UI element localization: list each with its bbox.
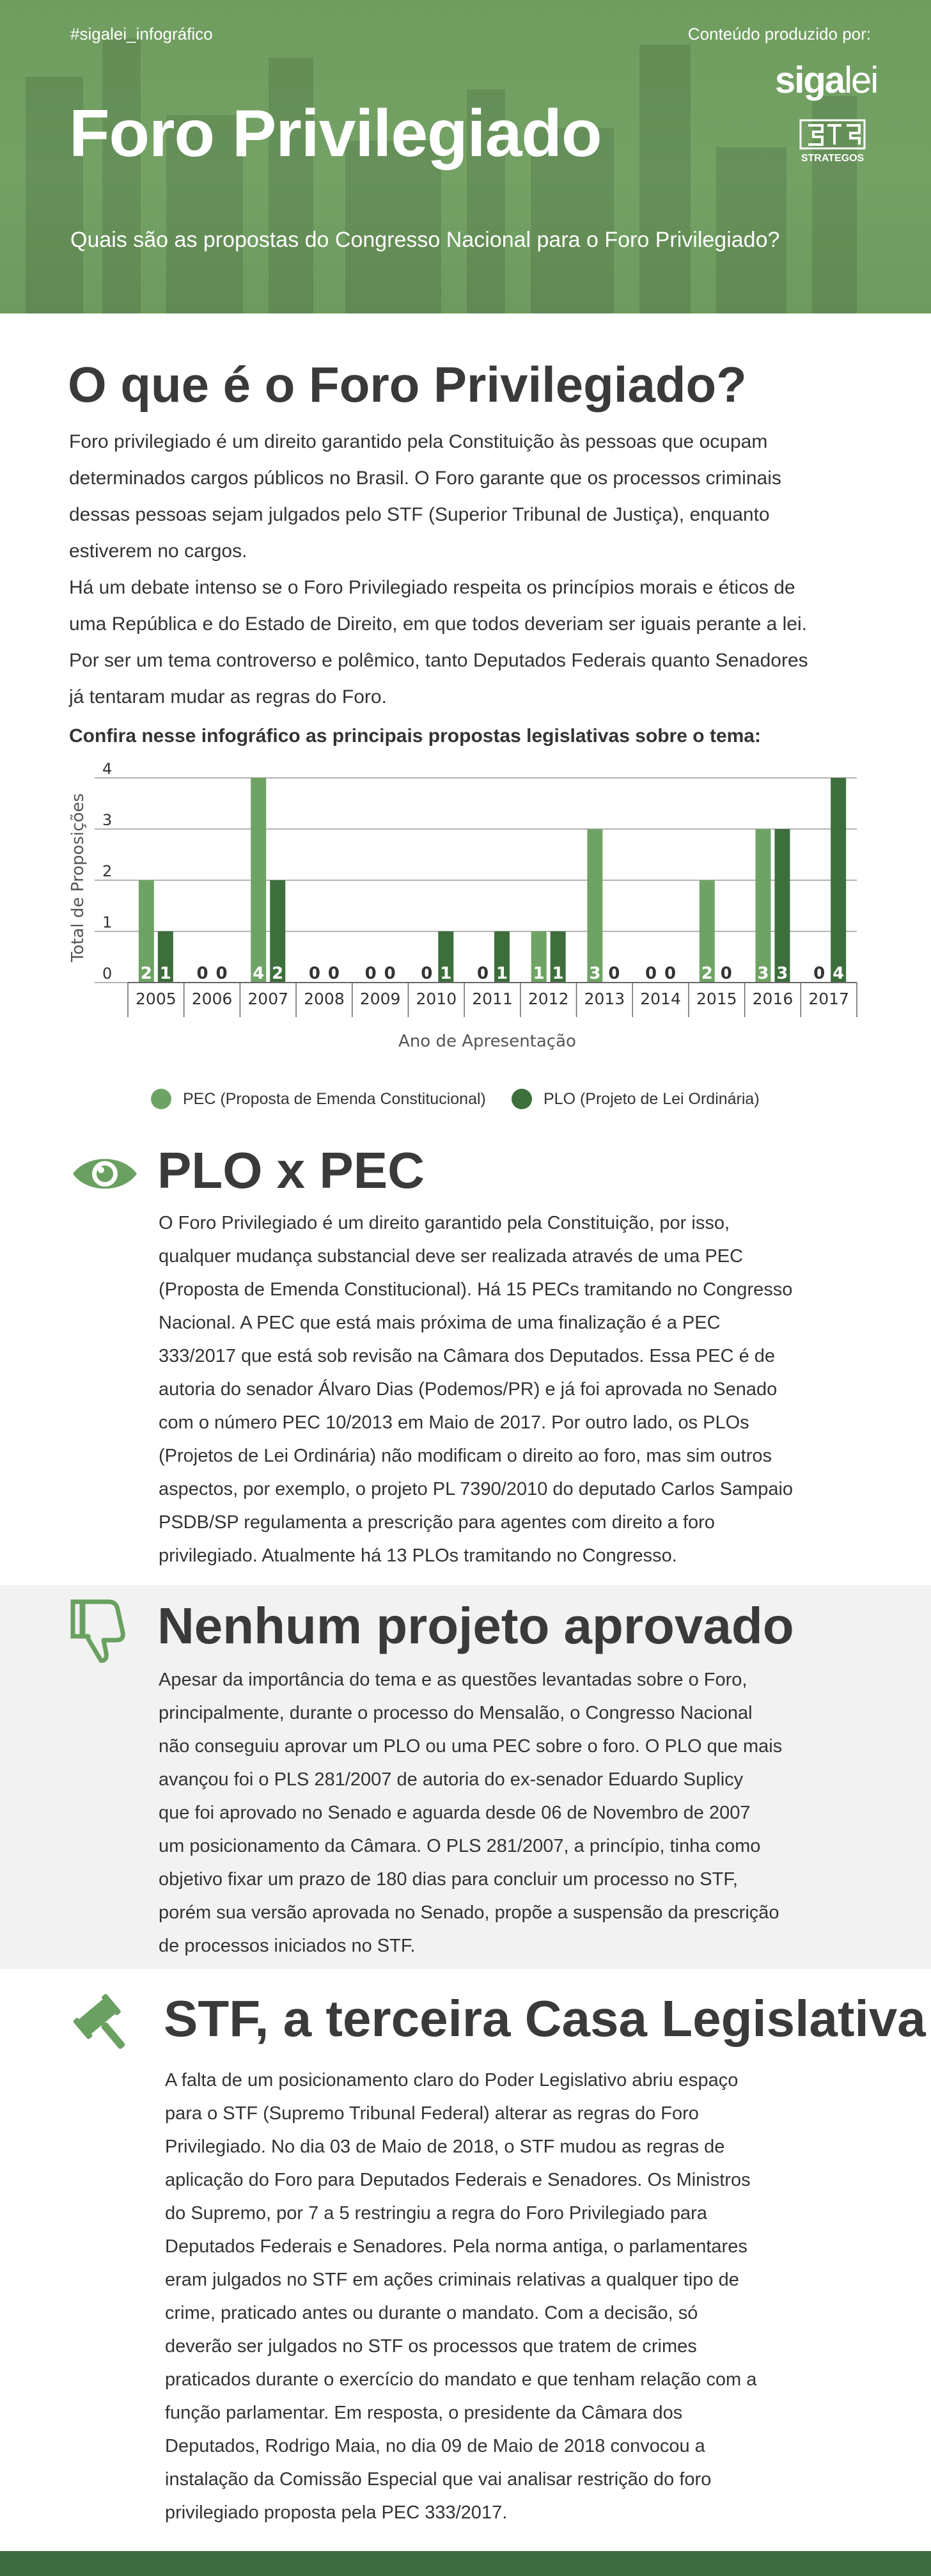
- text-line: dessas pessoas sejam julgados pelo STF (Superior Tribunal de Justiça), enquanto: [69, 504, 770, 525]
- data-label: 3: [757, 964, 769, 983]
- text-line: já tentaram mudar as regras do Foro.: [69, 686, 387, 707]
- text-line: que foi aprovado no Senado e aguarda desde 06 de Novembro de 2007: [159, 1803, 751, 1823]
- text-line: uma República e do Estado de Direito, em que todos deveriam ser iguais perante a lei.: [69, 613, 807, 635]
- legend-label-plo: PLO (Projeto de Lei Ordinária): [544, 1090, 760, 1108]
- page-subtitle: Quais são as propostas do Congresso Nacional para o Foro Privilegiado?: [70, 228, 780, 252]
- text-line: aspectos, por exemplo, o projeto PL 7390/2010 do deputado Carlos Sampaio: [159, 1479, 794, 1499]
- intro-paragraph: [69, 423, 864, 715]
- x-tick-label: 2007: [247, 990, 289, 1008]
- text-line: avançou foi o PLS 281/2007 de autoria do ex-senador Eduardo Suplicy: [159, 1769, 744, 1790]
- y-tick-label: 4: [102, 761, 113, 778]
- data-label: 0: [645, 964, 657, 983]
- data-label: 4: [833, 964, 845, 983]
- data-label: 1: [552, 964, 564, 983]
- text-line: determinados cargos públicos no Brasil. O Foro garante que os processos criminais: [69, 468, 781, 489]
- text-line: PSDB/SP regulamenta a prescrição para agentes com direito a foro: [159, 1512, 715, 1533]
- data-label: 0: [720, 964, 732, 983]
- nenhum-heading: Nenhum projeto aprovado: [157, 1597, 794, 1654]
- text-line: instalação da Comissão Especial que vai analisar restrição do foro: [165, 2469, 712, 2490]
- gavel-icon: [72, 1991, 141, 2052]
- plo-pec-heading: PLO x PEC: [157, 1142, 425, 1199]
- data-label: 0: [196, 964, 208, 983]
- strategos-logo: [798, 119, 867, 164]
- data-label: 0: [215, 964, 228, 983]
- x-tick-label: 2009: [359, 990, 401, 1008]
- text-line: objetivo fixar um prazo de 180 dias para concluir um processo no STF,: [159, 1869, 738, 1890]
- data-label: 1: [440, 964, 452, 983]
- hashtag: #sigalei_infográfico: [70, 24, 213, 43]
- produced-by-label: Conteúdo produzido por:: [687, 24, 871, 43]
- text-line: (Proposta de Emenda Constitucional). Há 15 PECs tramitando no Congresso: [159, 1279, 793, 1300]
- data-label: 2: [701, 964, 713, 983]
- stf-paragraph: [165, 2064, 859, 2529]
- sigalei-logo: sigalei: [775, 59, 878, 101]
- text-line: Foro privilegiado é um direito garantido pela Constituição às pessoas que ocupam: [69, 431, 768, 452]
- data-label: 1: [496, 964, 508, 983]
- bar-pec-2016: [755, 829, 771, 983]
- text-line: privilegiado. Atualmente há 13 PLOs tramitando no Congresso.: [159, 1545, 677, 1566]
- x-tick-label: 2012: [528, 990, 569, 1008]
- text-line: estiverem no cargos.: [69, 541, 247, 562]
- text-line: para o STF (Supremo Tribunal Federal) alterar as regras do Foro: [165, 2103, 699, 2124]
- page-title: Foro Privilegiado: [69, 97, 602, 171]
- plo-pec-paragraph: [159, 1206, 866, 1572]
- text-line: crime, praticado antes ou durante o mandato. Com a decisão, só: [165, 2303, 698, 2323]
- legend-swatch-pec: [151, 1089, 171, 1109]
- text-line: Deputados, Rodrigo Maia, no dia 09 de Maio de 2018 convocou a: [165, 2436, 705, 2456]
- footer-bar: [0, 2551, 931, 2576]
- x-tick-label: 2017: [808, 990, 849, 1008]
- text-line: A falta de um posicionamento claro do Poder Legislativo abriu espaço: [165, 2070, 739, 2090]
- y-tick-label: 0: [102, 965, 113, 983]
- text-line: do Supremo, por 7 a 5 restringiu a regra do Foro Privilegiado para: [165, 2203, 707, 2224]
- x-tick-label: 2016: [752, 990, 794, 1008]
- x-tick-label: 2013: [584, 990, 625, 1008]
- y-tick-label: 1: [102, 913, 113, 931]
- data-label: 0: [813, 964, 825, 983]
- text-line: 333/2017 que está sob revisão na Câmara dos Deputados. Essa PEC é de: [159, 1346, 776, 1366]
- stf-heading: STF, a terceira Casa Legislativa: [164, 1990, 926, 2047]
- data-label: 0: [664, 964, 677, 983]
- text-line: O Foro Privilegiado é um direito garantido pela Constituição, por isso,: [159, 1213, 730, 1233]
- text-line: praticados durante o exercício do mandato e que tenham relação com a: [165, 2369, 757, 2390]
- bar-plo-2017: [831, 778, 846, 983]
- x-axis-label: Ano de Apresentação: [398, 1032, 576, 1051]
- legend-label-pec: PEC (Proposta de Emenda Constitucional): [183, 1090, 486, 1108]
- bar-plo-2016: [774, 829, 790, 983]
- data-label: 3: [589, 964, 601, 983]
- x-tick-label: 2011: [472, 990, 513, 1008]
- text-line: (Projetos de Lei Ordinária) não modificam o direito ao foro, mas sim outros: [159, 1446, 772, 1466]
- text-line: eram julgados no STF em ações criminais relativas a qualquer tipo de: [165, 2270, 739, 2290]
- x-tick-label: 2010: [416, 990, 457, 1008]
- text-line: porém sua versão aprovada no Senado, propõe a suspensão da prescrição: [159, 1902, 779, 1923]
- data-label: 0: [364, 964, 377, 983]
- text-line: de processos iniciados no STF.: [159, 1936, 416, 1956]
- text-line: autoria do senador Álvaro Dias (Podemos/PR) e já foi aprovada no Senado: [159, 1379, 778, 1400]
- eye-icon: [70, 1151, 139, 1196]
- text-line: não conseguiu aprovar um PLO ou uma PEC sobre o foro. O PLO que mais: [159, 1736, 783, 1757]
- x-tick-label: 2014: [640, 990, 681, 1008]
- x-tick-label: 2008: [304, 990, 345, 1008]
- data-label: 2: [272, 964, 284, 983]
- bar-pec-2007: [251, 778, 266, 983]
- data-label: 0: [608, 964, 620, 983]
- data-label: 1: [159, 964, 171, 983]
- text-line: Nacional. A PEC que está mais próxima de uma finalização é a PEC: [159, 1313, 721, 1333]
- text-line: Deputados Federais e Senadores. Pela norma antiga, o parlamentares: [165, 2236, 747, 2257]
- bar-pec-2013: [587, 829, 602, 983]
- text-line: aplicação do Foro para Deputados Federais e Senadores. Os Ministros: [165, 2170, 751, 2190]
- thumbs-down-icon: [69, 1597, 130, 1663]
- data-label: 0: [421, 964, 433, 983]
- y-tick-label: 2: [102, 862, 113, 880]
- text-line: Apesar da importância do tema e as questões levantadas sobre o Foro,: [159, 1670, 747, 1690]
- y-axis-label: Total de Proposições: [68, 793, 88, 962]
- text-line: Privilegiado. No dia 03 de Maio de 2018, o STF mudou as regras de: [165, 2137, 725, 2157]
- text-line: função parlamentar. Em resposta, o presidente da Câmara dos: [165, 2403, 683, 2423]
- chart-title: Confira nesse infográfico as principais propostas legislativas sobre o tema:: [69, 725, 761, 747]
- legend-swatch-plo: [512, 1089, 532, 1109]
- data-label: 4: [253, 964, 265, 983]
- intro-heading: O que é o Foro Privilegiado?: [68, 356, 747, 413]
- y-tick-label: 3: [102, 811, 113, 829]
- x-tick-label: 2015: [696, 990, 737, 1008]
- data-label: 1: [533, 964, 545, 983]
- text-line: qualquer mudança substancial deve ser realizada através de uma PEC: [159, 1246, 744, 1267]
- text-line: com o número PEC 10/2013 em Maio de 2017. Por outro lado, os PLOs: [159, 1412, 749, 1433]
- text-line: Há um debate intenso se o Foro Privilegiado respeita os princípios morais e éticos de: [69, 577, 795, 598]
- x-tick-label: 2005: [136, 990, 176, 1008]
- x-tick-label: 2006: [191, 990, 233, 1008]
- data-label: 2: [140, 964, 152, 983]
- text-line: deverão ser julgados no STF os processos que tratem de crimes: [165, 2336, 697, 2357]
- text-line: um posicionamento da Câmara. O PLS 281/2007, a princípio, tinha como: [159, 1836, 761, 1856]
- text-line: privilegiado proposta pela PEC 333/2017.: [165, 2502, 508, 2523]
- nenhum-paragraph: [159, 1663, 866, 1963]
- text-line: principalmente, durante o processo do Mensalão, o Congresso Nacional: [159, 1703, 753, 1723]
- data-label: 0: [384, 964, 396, 983]
- data-label: 0: [327, 964, 340, 983]
- data-label: 0: [308, 964, 320, 983]
- data-label: 3: [776, 964, 788, 983]
- text-line: Por ser um tema controverso e polêmico, tanto Deputados Federais quanto Senadores: [69, 650, 808, 671]
- svg-text:STRATEGOS: STRATEGOS: [801, 153, 864, 164]
- header-banner: [0, 0, 931, 313]
- data-label: 0: [476, 964, 489, 983]
- proposals-bar-chart: [0, 761, 931, 1068]
